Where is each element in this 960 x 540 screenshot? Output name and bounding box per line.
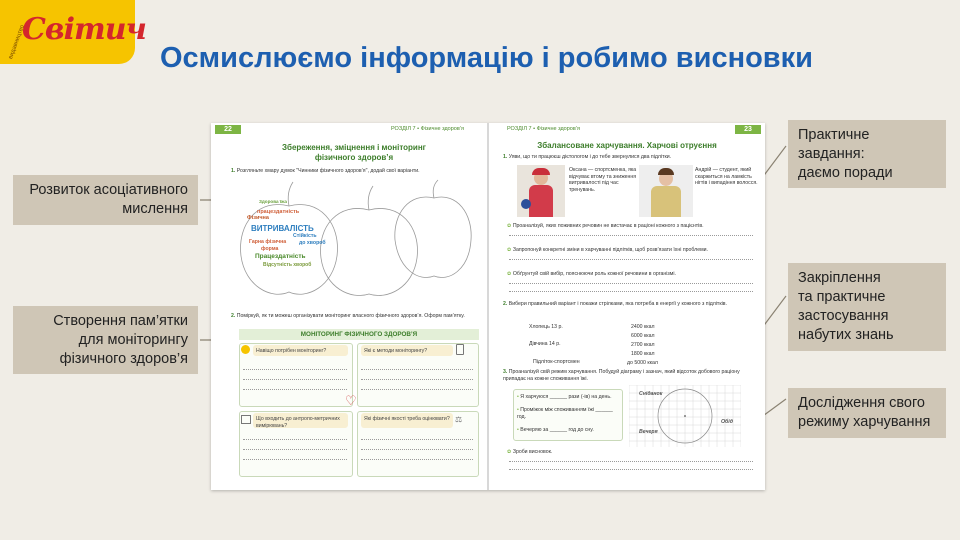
callout-nutrition-study xyxy=(788,388,946,438)
subtask: ✿ Обґрунтуй свій вибір, пояснюючи роль кожної речовини в організмі. xyxy=(507,271,676,277)
subtask-text: Проаналізуй, яких поживних речовин не вистачає в раціоні кожного з пацієнтів. xyxy=(512,223,704,229)
cloud-word: Стійкість xyxy=(293,233,317,239)
dumbbell-icon: ⚖ xyxy=(455,415,463,424)
cloud-word: ВИТРИВАЛІСТЬ xyxy=(251,224,314,233)
task-1-text: Розгляньте хмару думок "Чинники фізичного здоров’я", додай свої варіанти. xyxy=(236,168,420,174)
page-title-line: Збереження, зміцнення і моніторинг xyxy=(282,143,426,152)
meal-line: • Вечеряю за ______ год до сну. xyxy=(517,427,594,433)
task-2: 2. Вибери правильний варіант і покажи стрілками, яка потреба в енергії у кожного з підлітків. xyxy=(503,301,727,307)
subtask: ✿ Запропонуй конкретні зміни в харчуванні підлітків, щоб розв’язати їхні проблеми. xyxy=(507,247,708,253)
meal-line-text: Вечеряю за ______ год до сну. xyxy=(520,427,594,433)
right-page xyxy=(489,123,765,490)
monitor-title: МОНІТОРИНГ ФІЗИЧНОГО ЗДОРОВ’Я xyxy=(239,329,479,340)
write-line xyxy=(509,259,753,260)
energy-value: 1800 ккал xyxy=(631,351,655,357)
cloud-word: Здорова їжа xyxy=(259,199,287,204)
logo-tagline: видавництво xyxy=(8,24,26,61)
callout-line: Закріплення xyxy=(798,270,881,286)
page-number: 22 xyxy=(215,125,241,134)
write-line xyxy=(361,439,473,440)
write-line xyxy=(509,469,753,470)
write-line xyxy=(509,291,753,292)
energy-value: до 5000 ккал xyxy=(627,360,658,366)
person-label: Дівчина 14 р. xyxy=(529,341,561,347)
callout-line: та практичне xyxy=(798,289,886,305)
textbook-spread xyxy=(211,123,765,490)
callout-line: фізичного здоров’я xyxy=(59,351,188,367)
question-text: Які є методи моніторингу? xyxy=(364,348,428,354)
callout-line: Розвиток асоціативного xyxy=(29,182,188,198)
page-title: Збалансоване харчування. Харчові отруєння xyxy=(537,141,717,150)
task-1: 1. Уяви, що ти працюєш дієтологом і до тебе звернулися два підлітки. xyxy=(503,154,672,160)
callout-line: мислення xyxy=(122,201,188,217)
write-line xyxy=(361,379,473,380)
callout-line: Практичне xyxy=(798,127,870,143)
write-line xyxy=(361,459,473,460)
task-3: 3. Проаналізуй свій режим харчування. Побудуй діаграму і зазнач, який відсоток добового раціону припадає на кожне споживання їжі. xyxy=(503,369,740,382)
cloud-word: до хвороб xyxy=(299,240,326,246)
task-2-text: Поміркуй, як ти можеш організувати моніторинг власного фізичного здоров’я. Оформ пам’ятку. xyxy=(236,313,465,319)
question-box xyxy=(253,413,348,428)
write-line xyxy=(243,379,347,380)
cloud-word: Гарна фізична xyxy=(249,239,287,245)
slide-title: Осмислюємо інформацію і робимо висновки xyxy=(160,42,813,74)
task-2: 2. Поміркуй, як ти можеш організувати моніторинг власного фізичного здоров’я. Оформ пам’ятку. xyxy=(231,313,465,319)
callout-line: Створення пам’ятки xyxy=(53,313,188,329)
task-1: 1. Розгляньте хмару думок "Чинники фізичного здоров’я", додай свої варіанти. xyxy=(231,168,420,174)
energy-value: 2400 ккал xyxy=(631,324,655,330)
page-number: 23 xyxy=(735,125,761,134)
oksana-photo xyxy=(517,165,565,217)
callout-line: даємо поради xyxy=(798,165,893,181)
scale-icon xyxy=(241,415,251,424)
running-head: РОЗДІЛ 7 • Фізичне здоров’я xyxy=(507,126,580,132)
publisher-logo xyxy=(0,0,146,64)
write-line xyxy=(361,449,473,450)
write-line xyxy=(243,389,347,390)
callout-line: для моніторингу xyxy=(78,332,188,348)
energy-value: 2700 ккал xyxy=(631,342,655,348)
task-1-text: Уяви, що ти працюєш дієтологом і до тебе звернулися два підлітки. xyxy=(508,154,672,160)
subtask: ✿ Проаналізуй, яких поживних речовин не вистачає в раціоні кожного з пацієнтів. xyxy=(507,223,704,229)
heart-hand-icon: ♡ xyxy=(345,393,357,408)
andriy-photo xyxy=(639,165,693,217)
conclusion: ✿ Зроби висновок. xyxy=(507,449,553,455)
meal-line-text: Проміжок між споживанням їжі ______ год. xyxy=(517,407,613,420)
oksana-description: Оксана — спортсменка, яка відчуває втому та зниження витривалості під час тренувань. xyxy=(569,167,637,193)
question-box xyxy=(253,345,348,356)
question-box xyxy=(361,413,453,428)
write-line xyxy=(243,449,347,450)
chart-label: Обід xyxy=(721,419,733,425)
write-line xyxy=(361,389,473,390)
cloud-word: Відсутність хвороб xyxy=(263,262,312,268)
energy-value: 6000 ккал xyxy=(631,333,655,339)
left-page xyxy=(211,123,487,490)
callout-line: набутих знань xyxy=(798,327,894,343)
callout-line: застосування xyxy=(798,308,889,324)
meal-line: • Проміжок між споживанням їжі ______ год. xyxy=(517,407,613,420)
callout-health-memo xyxy=(13,306,198,374)
write-line xyxy=(509,283,753,284)
meal-line: • Я харчуюся ______ рази (-ів) на день. xyxy=(517,394,612,400)
person-label: Підліток-спортсмен xyxy=(533,359,580,365)
cloud-word: форма xyxy=(261,246,279,252)
page-title xyxy=(231,143,477,163)
question-text: Навіщо потрібен моніторинг? xyxy=(256,348,327,354)
person-label: Хлопець 13 р. xyxy=(529,324,563,330)
callout-practical-task xyxy=(788,120,946,188)
cloud-word: працездатність xyxy=(257,209,300,215)
callout-consolidation xyxy=(788,263,946,351)
cloud-word: Працездатність xyxy=(255,253,306,260)
callout-line: режиму харчування xyxy=(798,414,931,430)
write-line xyxy=(509,461,753,462)
andriy-description: Андрій — студент, який скаржиться на ламкість нігтів і випадіння волосся. xyxy=(695,167,758,186)
cloud-word: Фізична xyxy=(247,215,269,221)
subtask-text: Запропонуй конкретні зміни в харчуванні підлітків, щоб розв’язати їхні проблеми. xyxy=(512,247,708,253)
callout-associative-thinking xyxy=(13,175,198,225)
task-3-text: Проаналізуй свій режим харчування. Побудуй діаграму і зазнач, який відсоток добового раціону припадає на кожне споживання їжі. xyxy=(503,369,740,382)
question-box xyxy=(361,345,453,356)
chart-label: Вечеря xyxy=(639,429,658,435)
callout-line: завдання: xyxy=(798,146,865,162)
write-line xyxy=(361,369,473,370)
running-head: РОЗДІЛ 7 • Фізичне здоров’я xyxy=(391,126,464,132)
bulb-icon xyxy=(241,345,250,354)
write-line xyxy=(509,235,753,236)
clipboard-icon xyxy=(456,344,464,355)
chart-label: Сніданок xyxy=(639,391,663,397)
write-line xyxy=(243,439,347,440)
question-text: Які фізичні якості треба оцінювати? xyxy=(364,416,450,422)
write-line xyxy=(243,459,347,460)
callout-line: Дослідження свого xyxy=(798,395,925,411)
question-text: Що входить до антропо-метричних вимірювань? xyxy=(256,416,340,429)
subtask-text: Обґрунтуй свій вибір, пояснюючи роль кожної речовини в організмі. xyxy=(512,271,676,277)
meal-line-text: Я харчуюся ______ рази (-ів) на день. xyxy=(520,394,612,400)
logo-brand: Світич xyxy=(22,12,146,47)
conclusion-text: Зроби висновок. xyxy=(512,449,553,455)
write-line xyxy=(243,369,347,370)
page-title-line: фізичного здоров’я xyxy=(314,153,394,162)
task-2-text: Вибери правильний варіант і покажи стрілками, яка потреба в енергії у кожного з підлітків. xyxy=(508,301,727,307)
